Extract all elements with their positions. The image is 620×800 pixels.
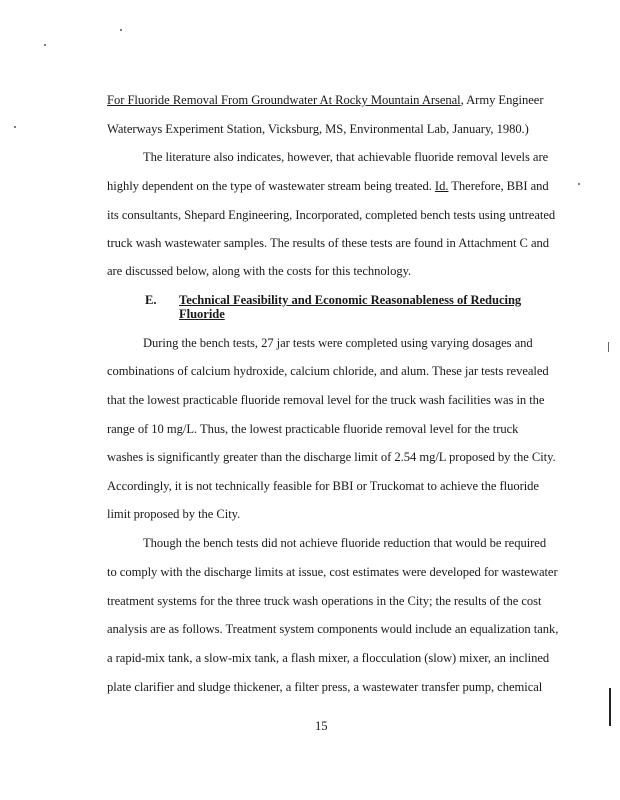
paragraph-1-line-1: The literature also indicates, however, that achievable fluoride removal levels are (143, 150, 549, 164)
paragraph-1-line-5: are discussed below, along with the costs for this technology. (107, 264, 412, 278)
citation-line-1 (107, 94, 543, 107)
paragraph-1-line-2-post: Therefore, BBI and (448, 179, 549, 193)
paragraph-2-line-5: washes is significantly greater than the discharge limit of 2.54 mg/L proposed by the City. (107, 450, 556, 464)
speck-3 (578, 183, 580, 185)
paragraph-2-line-4: range of 10 mg/L. Thus, the lowest practicable fluoride removal level for the truck (107, 422, 519, 436)
speck-1 (44, 44, 46, 46)
paragraph-1-line-2-pre: highly dependent on the type of wastewater stream being treated. (107, 179, 435, 193)
paragraph-3-line-6: plate clarifier and sludge thickener, a filter press, a wastewater transfer pump, chemical (107, 680, 543, 694)
paragraph-1-line-2 (107, 180, 549, 193)
margin-mark-right (609, 688, 611, 726)
paragraph-3-line-5: a rapid-mix tank, a slow-mix tank, a flash mixer, a flocculation (slow) mixer, an inclined (107, 651, 550, 665)
paragraph-2-line-2: combinations of calcium hydroxide, calcium chloride, and alum. These jar tests revealed (107, 364, 549, 378)
page-number: 15 (315, 719, 328, 733)
section-heading-line-2: Fluoride (179, 307, 225, 321)
section-number: E. (145, 293, 157, 307)
paragraph-3-line-3: treatment systems for the three truck wash operations in the City; the results of the cost (107, 594, 542, 608)
paragraph-3-line-1: Though the bench tests did not achieve fluoride reduction that would be required (143, 536, 547, 550)
speck-4 (120, 29, 122, 31)
paragraph-1-line-4: truck wash wastewater samples. The results of these tests are found in Attachment C and (107, 236, 550, 250)
paragraph-3-line-2: to comply with the discharge limits at issue, cost estimates were developed for wastewater (107, 565, 558, 579)
paragraph-2-line-6: Accordingly, it is not technically feasible for BBI or Truckomat to achieve the fluoride (107, 479, 539, 493)
citation-line-2: Waterways Experiment Station, Vicksburg, MS, Environmental Lab, January, 1980.) (107, 122, 529, 136)
id-citation: Id. (434, 179, 449, 193)
margin-mark-right-small (608, 342, 609, 352)
section-heading-line-1: Technical Feasibility and Economic Reasonableness of Reducing (179, 293, 522, 307)
paragraph-1-line-3: its consultants, Shepard Engineering, Incorporated, completed bench tests using untreated (107, 208, 556, 222)
paragraph-2-line-1: During the bench tests, 27 jar tests were completed using varying dosages and (143, 336, 533, 350)
speck-2 (14, 126, 16, 128)
paragraph-2-line-7: limit proposed by the City. (107, 507, 241, 521)
citation-rest: , Army Engineer (460, 93, 544, 107)
citation-title: For Fluoride Removal From Groundwater At Rocky Mountain Arsenal (107, 93, 461, 107)
paragraph-3-line-4: analysis are as follows. Treatment system components would include an equalization tank, (107, 622, 559, 636)
paragraph-2-line-3: that the lowest practicable fluoride removal level for the truck wash facilities was in the (107, 393, 545, 407)
